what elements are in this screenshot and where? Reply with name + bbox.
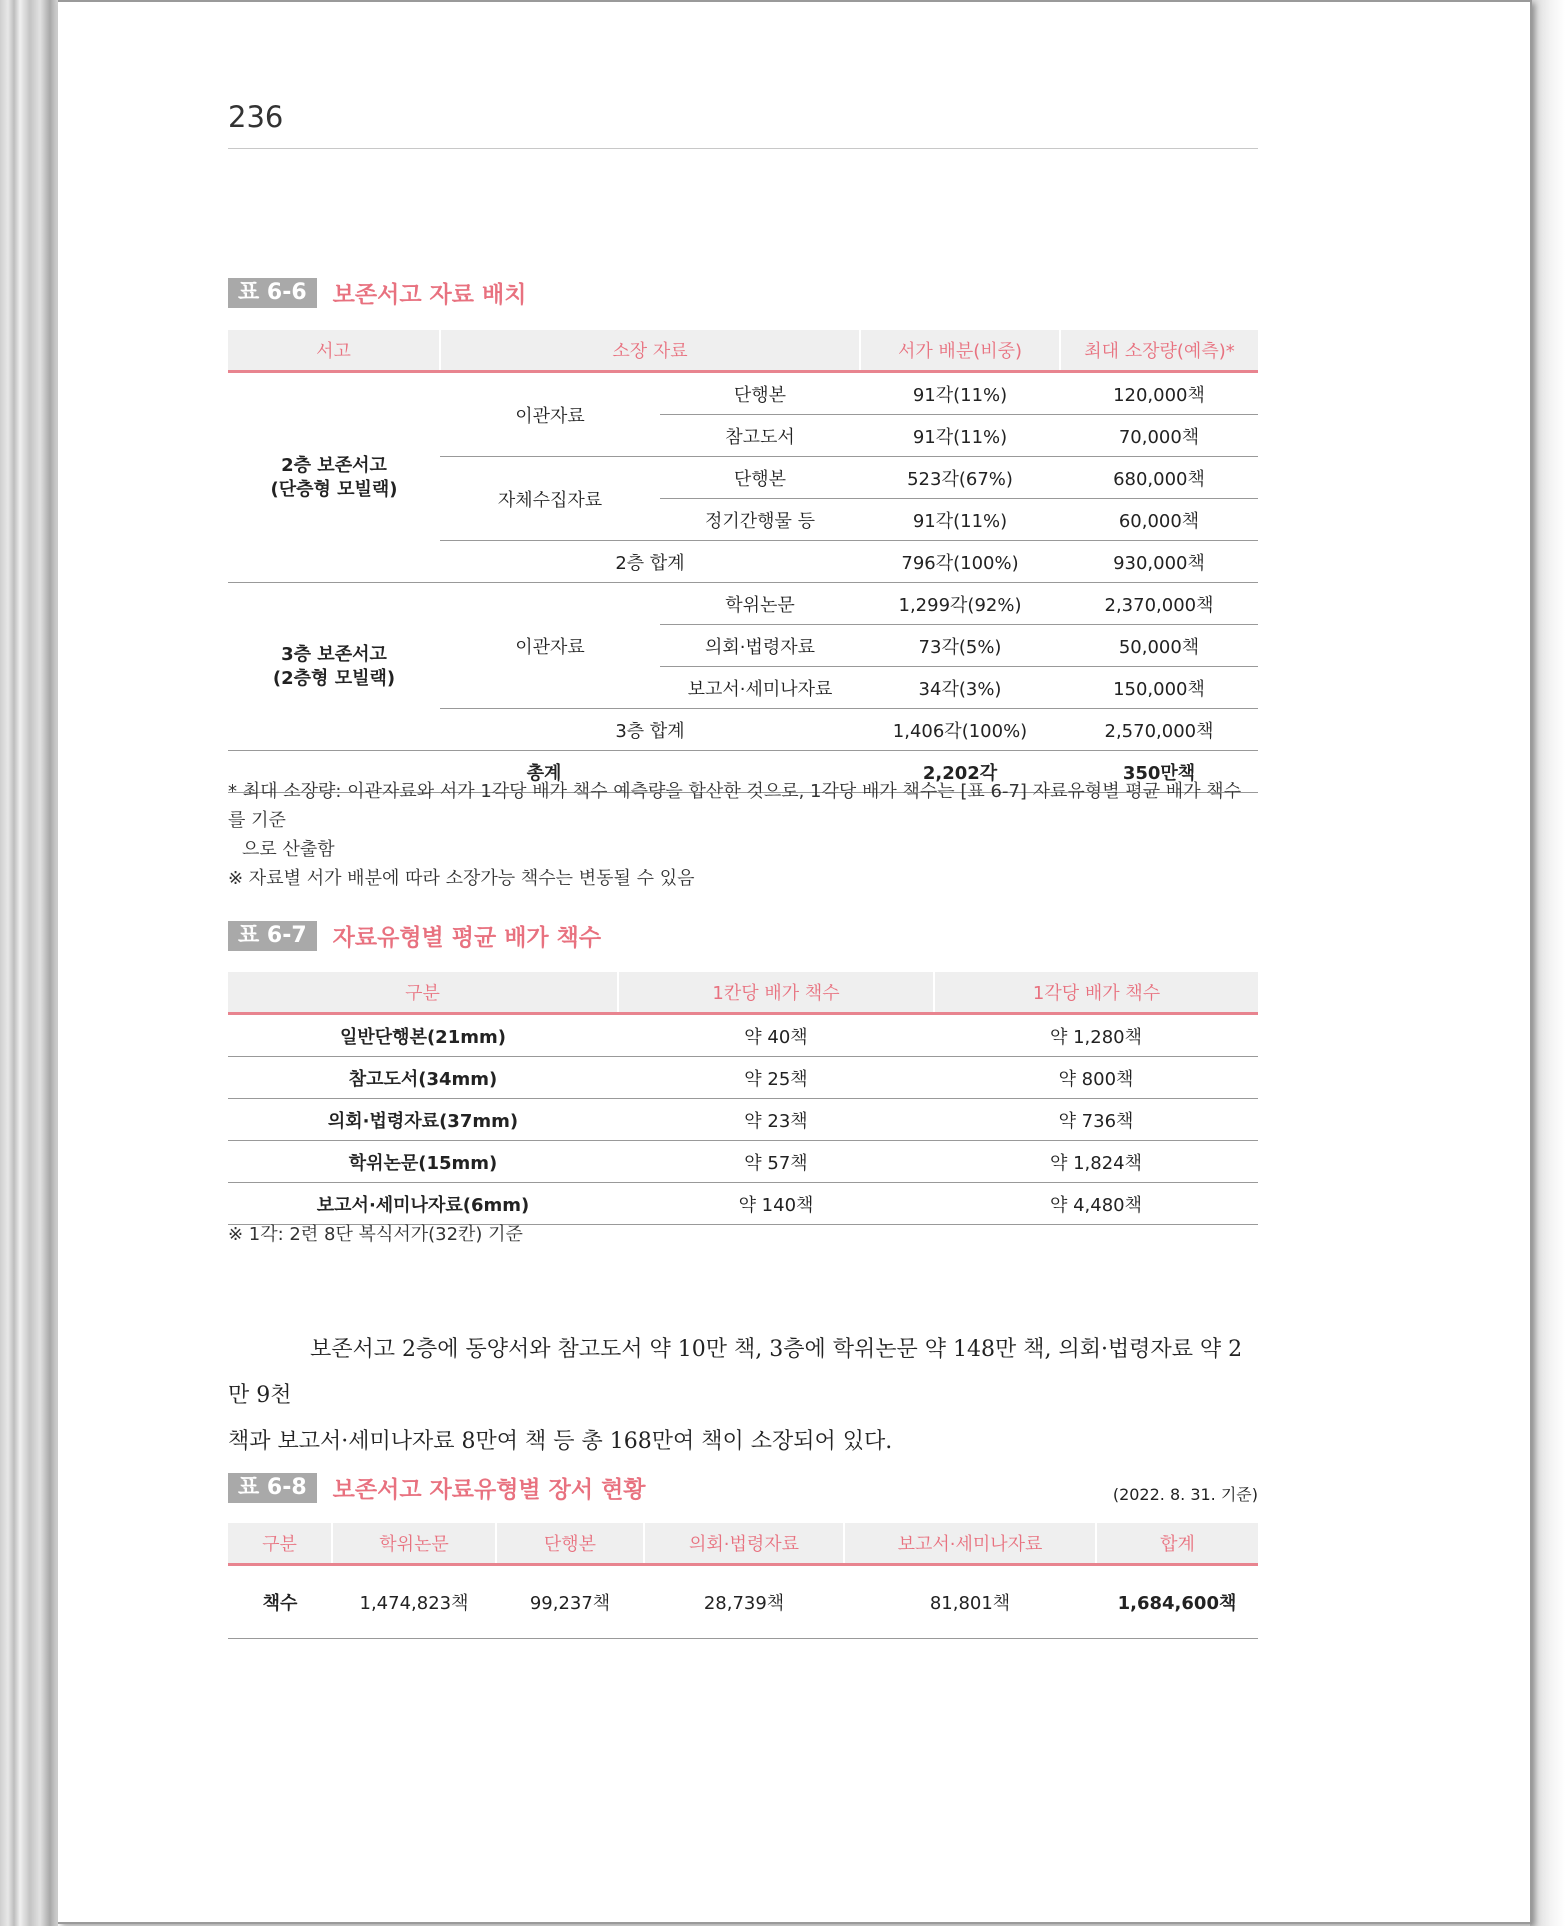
max-cell: 70,000책 (1060, 415, 1258, 457)
table-row (228, 1183, 1258, 1225)
table-6-8-title (228, 1471, 646, 1504)
share-cell: 73각(5%) (860, 625, 1060, 667)
table-6-8 (228, 1523, 1258, 1639)
note-line: ※ 자료별 서가 배분에 따라 소장가능 책수는 변동될 수 있음 (228, 868, 695, 889)
group-label: 자체수집자료 (440, 457, 660, 541)
table-row (228, 583, 1258, 625)
floor2-label: 2층 보존서고 (단층형 모빌랙) (228, 372, 440, 583)
table-6-7-note: ※ 1각: 2련 8단 복식서가(32칸) 기준 (228, 1224, 523, 1245)
page-shadow (1530, 0, 1565, 1926)
item-cell: 단행본 (660, 372, 860, 415)
total-count: 1,684,600책 (1096, 1565, 1258, 1639)
table-header-row (228, 330, 1258, 372)
table-name: 보존서고 자료 배치 (332, 282, 527, 308)
share-cell: 523각(67%) (860, 457, 1060, 499)
share-cell: 1,406각(100%) (860, 709, 1060, 751)
reports-count: 81,801책 (844, 1565, 1096, 1639)
body-line-2: 책과 보고서·세미나자료 8만여 책 등 총 168만여 책이 소장되어 있다. (228, 1429, 893, 1454)
per-shelf-cell: 약 25책 (618, 1057, 934, 1099)
share-cell: 1,299각(92%) (860, 583, 1060, 625)
max-cell: 60,000책 (1060, 499, 1258, 541)
table-badge: 표 6-8 (228, 1473, 317, 1503)
monographs-count: 99,237책 (496, 1565, 644, 1639)
note-line: 으로 산출함 (242, 839, 335, 860)
max-cell: 930,000책 (1060, 541, 1258, 583)
col-header-per-unit: 1각당 배가 책수 (934, 972, 1258, 1014)
group-label: 이관자료 (440, 583, 660, 709)
per-unit-cell: 약 736책 (934, 1099, 1258, 1141)
table-row (228, 372, 1258, 415)
table-row (228, 1141, 1258, 1183)
body-paragraph (228, 1327, 1258, 1465)
type-cell: 일반단행본(21mm) (228, 1014, 618, 1057)
group-label: 이관자료 (440, 372, 660, 457)
book-page (58, 0, 1532, 1924)
table-row (228, 1565, 1258, 1639)
table-badge: 표 6-7 (228, 921, 317, 951)
item-cell: 참고도서 (660, 415, 860, 457)
col-header-holdings: 소장 자료 (440, 330, 860, 372)
table-name: 자료유형별 평균 배가 책수 (332, 925, 602, 951)
table-header-row (228, 972, 1258, 1014)
total-label: 총계 (228, 751, 860, 793)
per-unit-cell: 약 1,280책 (934, 1014, 1258, 1057)
per-unit-cell: 약 4,480책 (934, 1183, 1258, 1225)
type-cell: 보고서·세미나자료(6mm) (228, 1183, 618, 1225)
share-cell: 91각(11%) (860, 415, 1060, 457)
col-header-max: 최대 소장량(예측)* (1060, 330, 1258, 372)
item-cell: 단행본 (660, 457, 860, 499)
page-number: 236 (228, 100, 284, 134)
total-share: 2,202각 (860, 751, 1060, 793)
col-header-monographs: 단행본 (496, 1523, 644, 1565)
table-6-6-notes (228, 777, 1258, 893)
body-line-1: 보존서고 2층에 동양서와 참고도서 약 10만 책, 3층에 학위논문 약 148만 책, 의회·법령자료 약 2만 9천 (228, 1337, 1243, 1408)
per-shelf-cell: 약 140책 (618, 1183, 934, 1225)
table-header-row (228, 1523, 1258, 1565)
row-label: 책수 (228, 1565, 332, 1639)
max-cell: 150,000책 (1060, 667, 1258, 709)
book-edge (0, 0, 58, 1926)
col-header-theses: 학위논문 (332, 1523, 496, 1565)
table-row (228, 1099, 1258, 1141)
floor3-label: 3층 보존서고 (2층형 모빌랙) (228, 583, 440, 751)
per-shelf-cell: 약 40책 (618, 1014, 934, 1057)
type-cell: 의회·법령자료(37mm) (228, 1099, 618, 1141)
per-shelf-cell: 약 23책 (618, 1099, 934, 1141)
max-cell: 680,000책 (1060, 457, 1258, 499)
item-cell: 보고서·세미나자료 (660, 667, 860, 709)
table-row (228, 1057, 1258, 1099)
table-6-7 (228, 972, 1258, 1225)
max-cell: 50,000책 (1060, 625, 1258, 667)
body-line (228, 1327, 1258, 1419)
col-header-per-shelf: 1칸당 배가 책수 (618, 972, 934, 1014)
reference-date: (2022. 8. 31. 기준) (1112, 1485, 1258, 1504)
share-cell: 796각(100%) (860, 541, 1060, 583)
per-unit-cell: 약 1,824책 (934, 1141, 1258, 1183)
share-cell: 91각(11%) (860, 372, 1060, 415)
col-header-type: 구분 (228, 972, 618, 1014)
table-name: 보존서고 자료유형별 장서 현황 (332, 1477, 646, 1503)
subtotal-label: 2층 합계 (440, 541, 860, 583)
item-cell: 정기간행물 등 (660, 499, 860, 541)
item-cell: 학위논문 (660, 583, 860, 625)
legislative-count: 28,739책 (644, 1565, 844, 1639)
table-6-7-title (228, 919, 601, 952)
table-6-6-title (228, 276, 526, 309)
col-header-legislative: 의회·법령자료 (644, 1523, 844, 1565)
table-row (228, 1014, 1258, 1057)
subtotal-label: 3층 합계 (440, 709, 860, 751)
total-max: 350만책 (1060, 751, 1258, 793)
table-6-6 (228, 330, 1258, 793)
per-unit-cell: 약 800책 (934, 1057, 1258, 1099)
per-shelf-cell: 약 57책 (618, 1141, 934, 1183)
item-cell: 의회·법령자료 (660, 625, 860, 667)
share-cell: 91각(11%) (860, 499, 1060, 541)
table-badge: 표 6-6 (228, 278, 317, 308)
note-line: * 최대 소장량: 이관자료와 서가 1각당 배가 책수 예측량을 합산한 것으로, 1각당 배가 책수는 [표 6-7] 자료유형별 평균 배가 책수를 기준 (228, 781, 1242, 831)
theses-count: 1,474,823책 (332, 1565, 496, 1639)
share-cell: 34각(3%) (860, 667, 1060, 709)
type-cell: 학위논문(15mm) (228, 1141, 618, 1183)
col-header-category: 구분 (228, 1523, 332, 1565)
col-header-share: 서가 배분(비중) (860, 330, 1060, 372)
col-header-storage: 서고 (228, 330, 440, 372)
header-rule (228, 148, 1258, 149)
max-cell: 120,000책 (1060, 372, 1258, 415)
col-header-reports: 보고서·세미나자료 (844, 1523, 1096, 1565)
max-cell: 2,370,000책 (1060, 583, 1258, 625)
max-cell: 2,570,000책 (1060, 709, 1258, 751)
col-header-total: 합계 (1096, 1523, 1258, 1565)
type-cell: 참고도서(34mm) (228, 1057, 618, 1099)
